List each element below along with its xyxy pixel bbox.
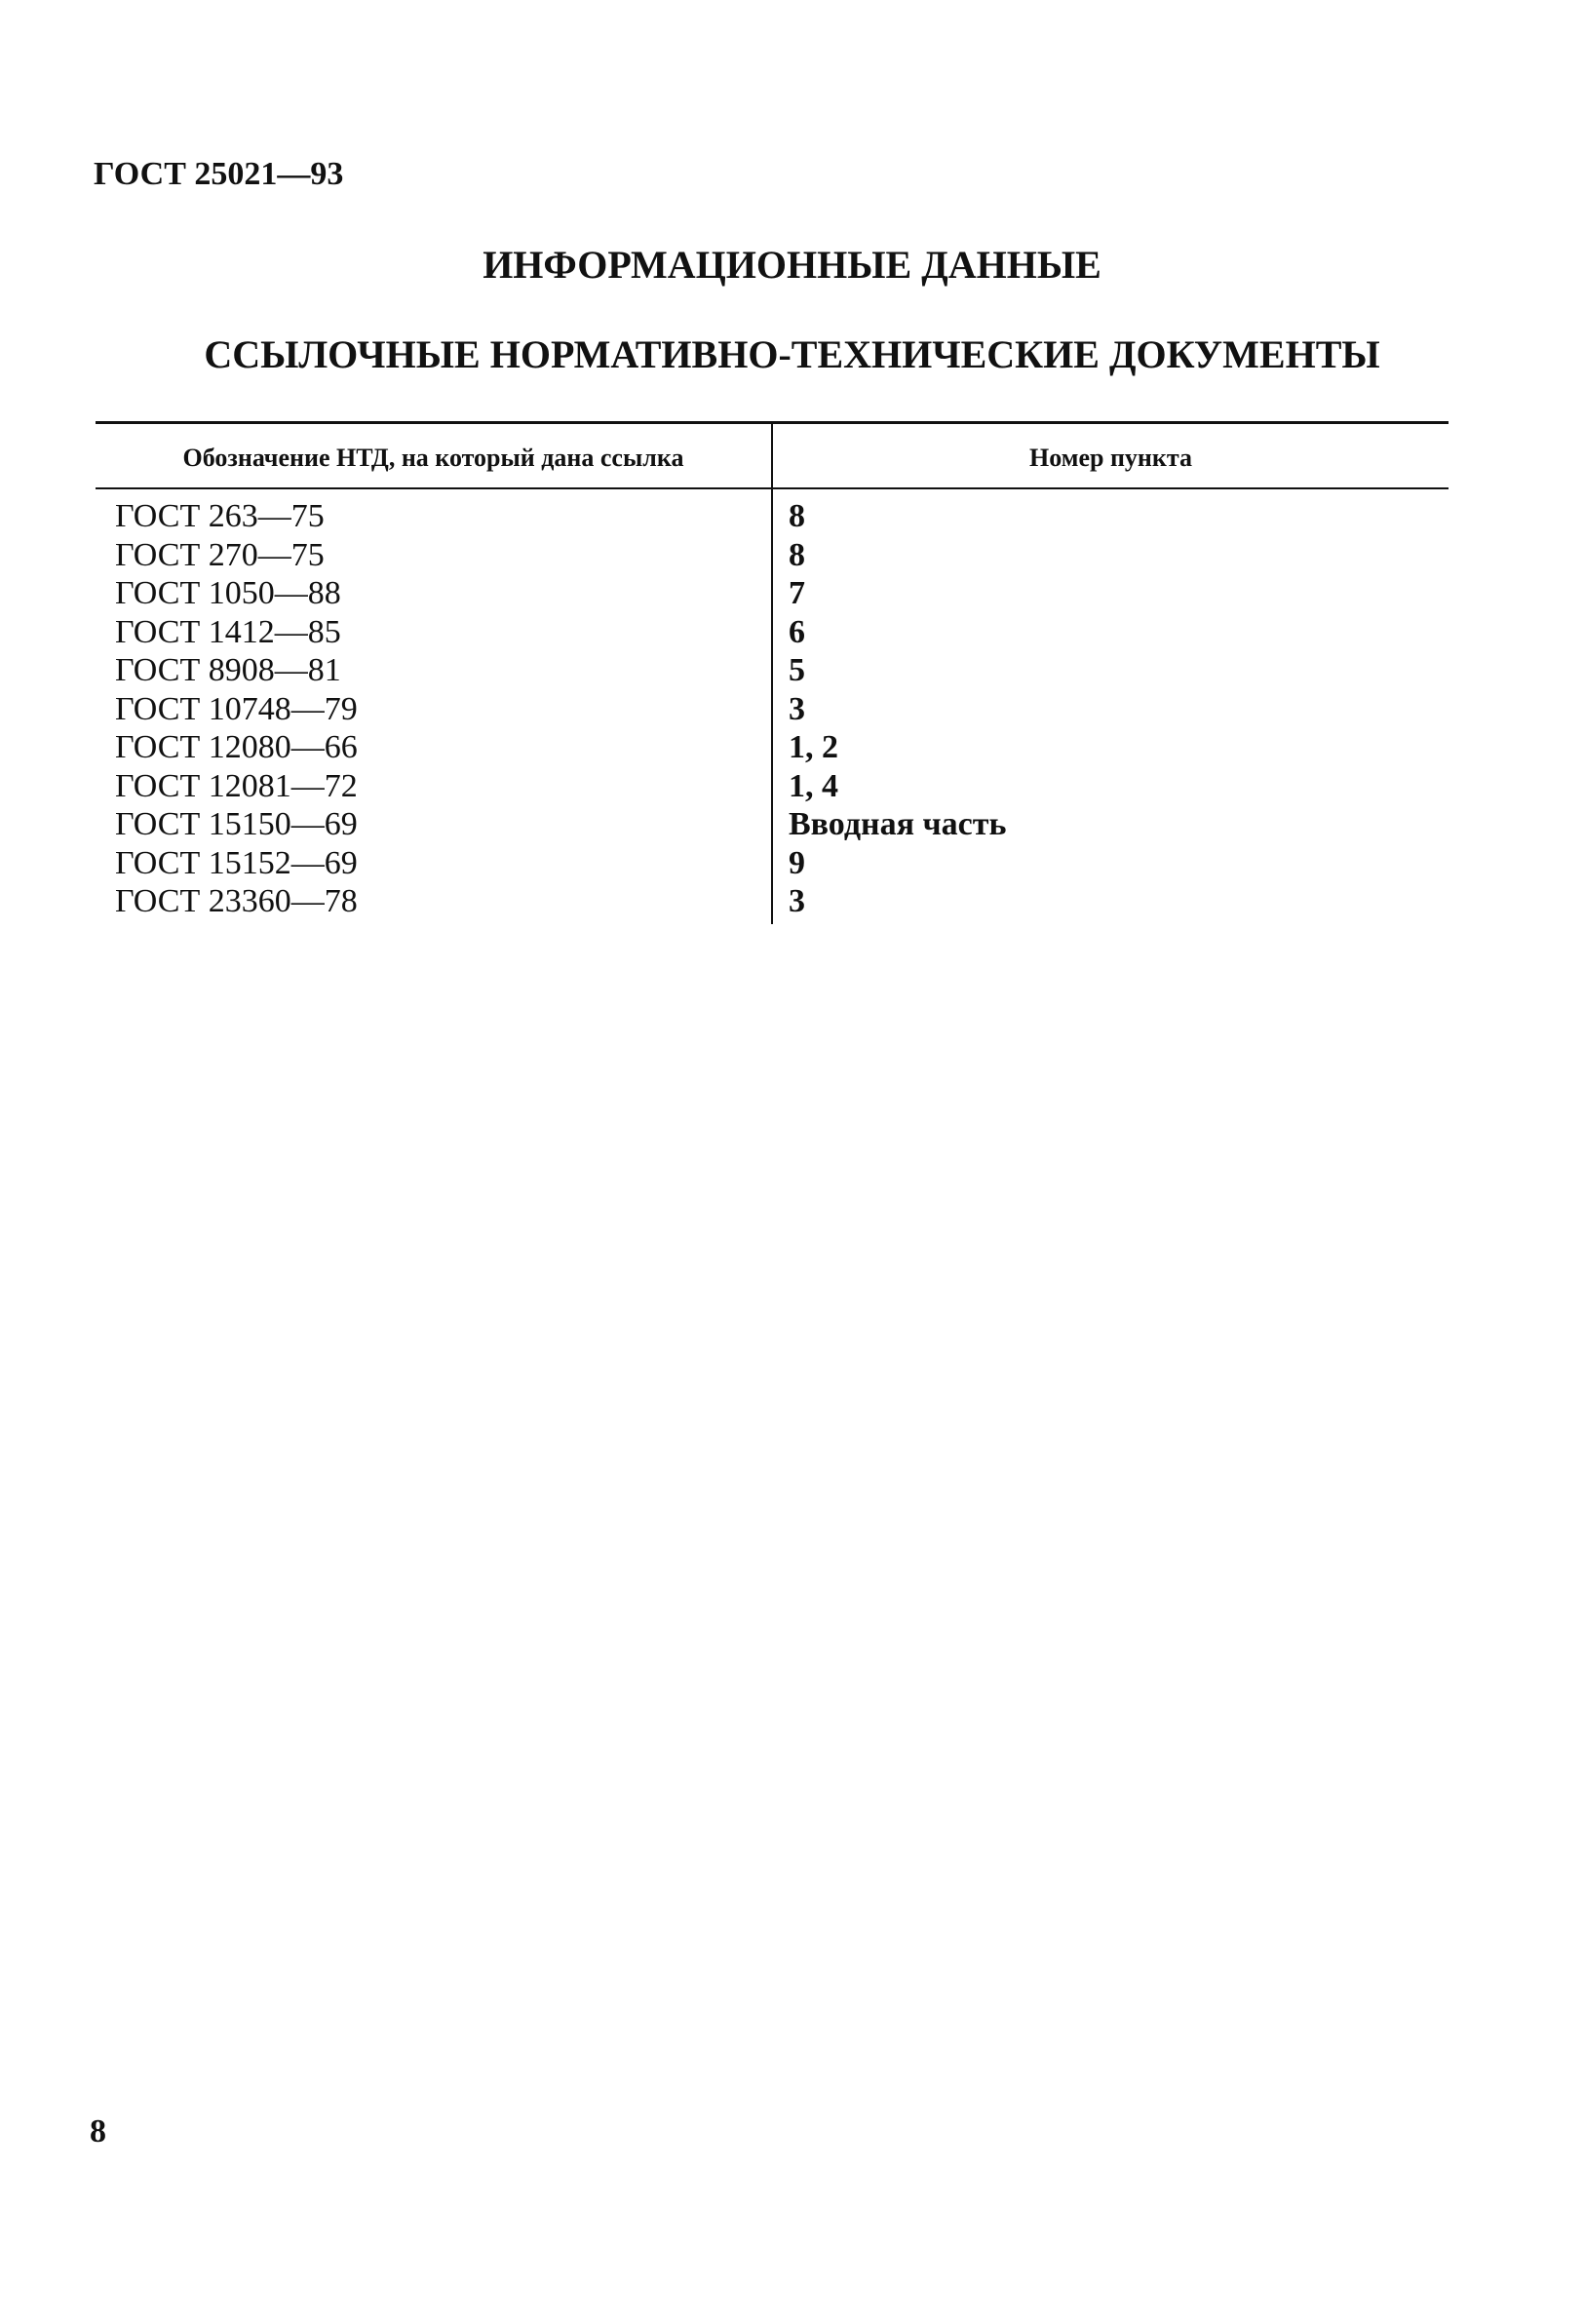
table-row [96,844,1449,883]
clause-cell: 6 [789,613,805,650]
table-row [96,728,1449,767]
table-body [96,497,1449,921]
reference-cell: ГОСТ 23360—78 [115,883,358,919]
table-row [96,651,1449,690]
clause-cell: Вводная часть [789,806,1007,842]
clause-cell: 8 [789,536,805,573]
column-header-reference: Обозначение НТД, на который дана ссылка [182,444,684,472]
table-row [96,497,1449,536]
clause-cell: 8 [789,498,805,534]
reference-cell: ГОСТ 8908—81 [115,652,341,688]
reference-cell: ГОСТ 1412—85 [115,613,341,650]
reference-cell: ГОСТ 10748—79 [115,690,358,727]
reference-cell: ГОСТ 263—75 [115,498,325,534]
clause-cell: 9 [789,844,805,881]
clause-cell: 5 [789,652,805,688]
section-title: ИНФОРМАЦИОННЫЕ ДАННЫЕ [483,243,1101,287]
table-row [96,805,1449,844]
table-row [96,767,1449,806]
reference-cell: ГОСТ 12080—66 [115,729,358,765]
page-number: 8 [90,2113,106,2150]
clause-cell: 1, 2 [789,729,838,765]
clause-cell: 3 [789,883,805,919]
table-row [96,574,1449,613]
clause-cell: 7 [789,575,805,611]
reference-cell: ГОСТ 15150—69 [115,806,358,842]
reference-cell: ГОСТ 1050—88 [115,575,341,611]
table-row [96,536,1449,575]
table-row [96,613,1449,652]
table-row [96,690,1449,729]
section-subtitle: ССЫЛОЧНЫЕ НОРМАТИВНО-ТЕХНИЧЕСКИЕ ДОКУМЕНТЫ [204,332,1380,376]
column-header-clause: Номер пункта [1029,444,1192,472]
clause-cell: 1, 4 [789,767,838,804]
table-row [96,882,1449,921]
reference-cell: ГОСТ 12081—72 [115,767,358,804]
document-code: ГОСТ 25021—93 [94,156,344,192]
reference-cell: ГОСТ 270—75 [115,536,325,573]
reference-cell: ГОСТ 15152—69 [115,844,358,881]
clause-cell: 3 [789,690,805,727]
